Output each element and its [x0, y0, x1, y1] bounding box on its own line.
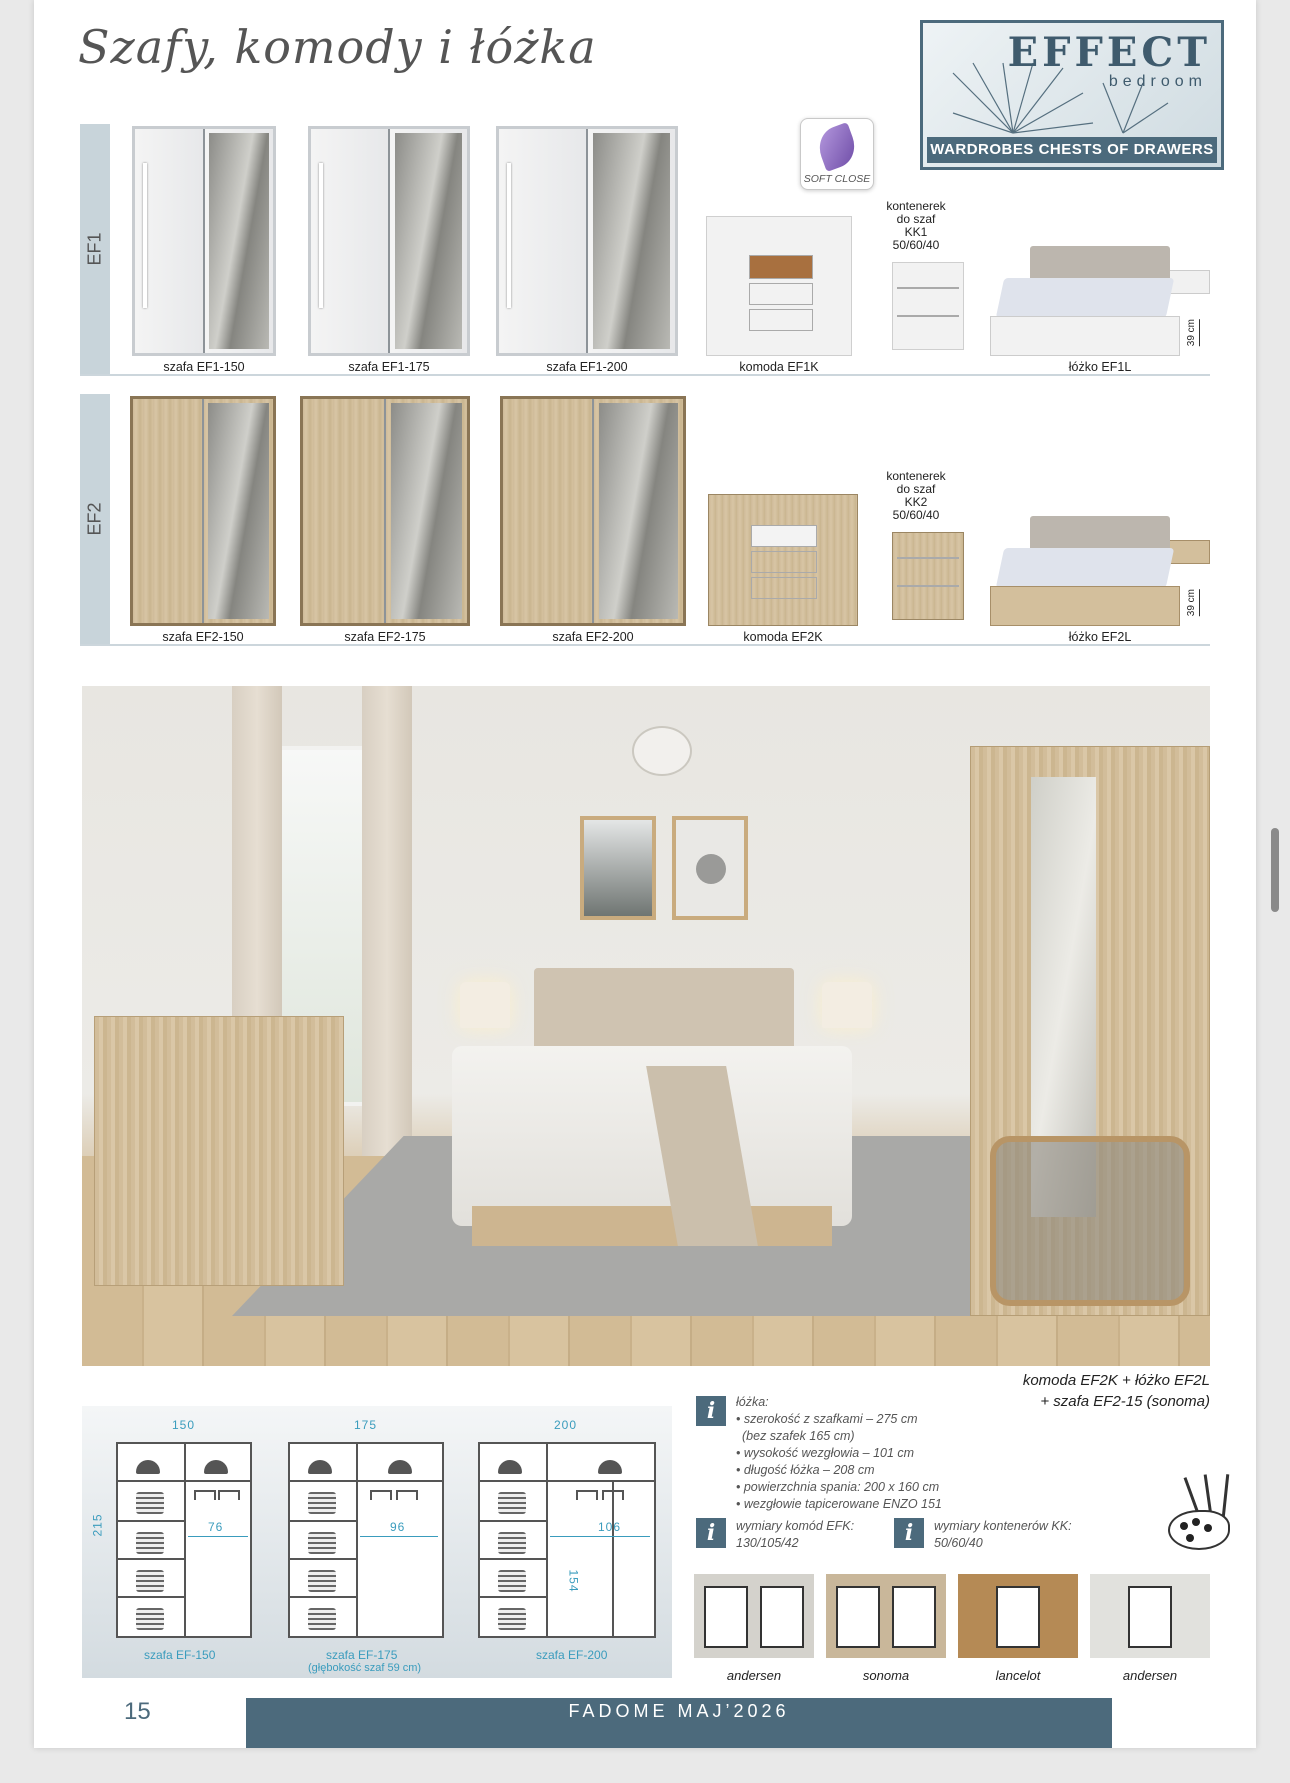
photo-bed-base [472, 1206, 832, 1246]
photo-wall-frame [672, 816, 748, 920]
row-tag-label: EF2 [84, 502, 105, 536]
wardrobe-door [135, 129, 205, 353]
chests-info [736, 1518, 854, 1552]
bed-frame [990, 586, 1180, 626]
container-kk2-image[interactable] [892, 532, 964, 620]
diagram-inner-height: 154 [566, 1569, 581, 1593]
diagram-caption: szafa EF-150 [144, 1648, 216, 1662]
swatch-cabinet-icon [704, 1586, 748, 1648]
wardrobe-door [311, 129, 390, 353]
containers-info [934, 1518, 1072, 1552]
bed-mattress [996, 278, 1175, 318]
product-caption: komoda EF2K [743, 630, 823, 644]
depth-note: (głębokość szaf 59 cm) [308, 1662, 422, 1674]
info-line: (bez szafek 165 cm) [742, 1429, 855, 1443]
product-wardrobe-ef1-150[interactable] [130, 124, 278, 374]
diagram-width: 200 [554, 1418, 578, 1432]
photo-armchair [990, 1136, 1190, 1306]
wardrobe-door-mirror [386, 399, 467, 623]
swatch-door-icon [1128, 1586, 1172, 1648]
product-caption: szafa EF2-200 [552, 630, 634, 644]
container-label-line: do szaf [896, 212, 936, 226]
info-line: • długość łóżka – 208 cm [736, 1463, 875, 1477]
catalog-page [34, 0, 1256, 1748]
wardrobe-door-mirror [588, 129, 675, 353]
swatch-name: andersen [726, 1668, 782, 1683]
product-wardrobe-ef1-175[interactable] [306, 124, 472, 374]
info-line: wymiary kontenerów KK: [934, 1519, 1072, 1533]
info-icon: i [894, 1518, 924, 1548]
logo-strip: WARDROBES CHESTS OF DRAWERS AND BEDS [927, 137, 1217, 163]
swatch-door-icon [996, 1586, 1040, 1648]
diagram-outline [116, 1442, 252, 1638]
swatch-door-icon [760, 1586, 804, 1648]
swatch-door-icon [892, 1586, 936, 1648]
bed-height-dimension: 39 cm [1184, 589, 1200, 616]
info-line: • szerokość z szafkami – 275 cm [736, 1412, 918, 1426]
container-kk2-label [876, 470, 956, 522]
container-label-line: kontenerek [886, 199, 946, 213]
page-number: 15 [124, 1698, 151, 1725]
swatch-name: sonoma [862, 1668, 910, 1683]
diagram-width: 150 [172, 1418, 196, 1432]
product-caption: łóżko EF2L [1068, 630, 1132, 644]
diagram-outline [288, 1442, 444, 1638]
photo-headboard [534, 968, 794, 1058]
info-line: • wysokość wezgłowia – 101 cm [736, 1446, 915, 1460]
container-label-line: 50/60/40 [892, 238, 940, 252]
container-label-line: kontenerek [886, 469, 946, 483]
product-bed-ef2l[interactable] [990, 474, 1210, 644]
swatch-cabinet-icon [836, 1586, 880, 1648]
diagram-inner-width: 96 [390, 1520, 406, 1534]
product-chest-ef2k[interactable] [706, 492, 860, 644]
logo-title: EFFECT [1007, 29, 1211, 76]
product-wardrobe-ef2-175[interactable] [298, 394, 472, 644]
photo-caption-line: komoda EF2K + łóżko EF2L [1022, 1372, 1210, 1389]
container-kk1-image[interactable] [892, 262, 964, 350]
photo-bedside-lamp [460, 982, 510, 1028]
photo-dresser [94, 1016, 344, 1286]
product-caption: szafa EF2-175 [344, 630, 426, 644]
swatch-name: andersen [1122, 1668, 1178, 1683]
diagram-caption: szafa EF-175 [326, 1648, 398, 1662]
wardrobe-door [303, 399, 386, 623]
chest-image [708, 494, 858, 626]
wardrobe-image [500, 396, 686, 626]
product-row-ef1 [80, 124, 1210, 376]
product-caption: szafa EF1-175 [348, 360, 430, 374]
product-wardrobe-ef2-200[interactable] [498, 394, 688, 644]
product-caption: szafa EF1-150 [163, 360, 245, 374]
product-chest-ef1k[interactable] [704, 214, 854, 374]
product-wardrobe-ef2-150[interactable] [128, 394, 278, 644]
wardrobe-image [132, 126, 276, 356]
product-caption: szafa EF2-150 [162, 630, 244, 644]
wardrobe-image [300, 396, 470, 626]
photo-caption-line: + szafa EF2-15 (sonoma) [1040, 1393, 1210, 1410]
diagram-inner-width: 106 [598, 1520, 622, 1534]
info-line: • powierzchnia spania: 200 x 160 cm [736, 1480, 940, 1494]
row-tag [80, 394, 110, 644]
wardrobe-diagrams [82, 1406, 672, 1678]
height-dimension: 215 [90, 1513, 105, 1537]
finish-swatch-lancelot[interactable] [958, 1574, 1078, 1683]
diagram-width: 175 [354, 1418, 378, 1432]
row-tag [80, 124, 110, 374]
finish-swatch-andersen[interactable] [694, 1574, 814, 1683]
container-kk1-label [876, 200, 956, 252]
wardrobe-door-mirror [390, 129, 467, 353]
diagram-caption: szafa EF-200 [536, 1648, 608, 1662]
wardrobe-door-mirror [594, 399, 683, 623]
info-icon: i [696, 1396, 726, 1426]
finish-swatch-andersen-2[interactable] [1090, 1574, 1210, 1683]
photo-wall-frame [580, 816, 656, 920]
photo-bedside-lamp [822, 982, 872, 1028]
container-label-line: KK2 [904, 495, 928, 509]
bed-mattress [996, 548, 1175, 588]
wardrobe-door [133, 399, 204, 623]
product-caption: łóżko EF1L [1068, 360, 1132, 374]
wardrobe-image [130, 396, 276, 626]
beds-info [736, 1394, 942, 1513]
wardrobe-door [499, 129, 588, 353]
swatch-name: lancelot [995, 1668, 1041, 1683]
container-label-line: do szaf [896, 482, 936, 496]
photo-curtain [362, 686, 412, 1156]
row-tag-label: EF1 [84, 232, 105, 266]
palette-icon [1164, 1474, 1236, 1554]
finish-swatch-sonoma[interactable] [826, 1574, 946, 1683]
info-line: łóżka: [736, 1395, 769, 1409]
photo-caption [1023, 1370, 1210, 1412]
wardrobe-door-mirror [204, 399, 273, 623]
info-line: 50/60/40 [934, 1536, 983, 1550]
chest-image [706, 216, 852, 356]
container-label-line: KK1 [904, 225, 928, 239]
bedroom-photo [82, 686, 1210, 1366]
product-wardrobe-ef1-200[interactable] [494, 124, 680, 374]
bed-frame [990, 316, 1180, 356]
footer-banner: FADOME MAJ’2026 [246, 1698, 1112, 1748]
photo-pendant-lamp [632, 726, 692, 776]
product-row-ef2 [80, 394, 1210, 646]
info-line: wymiary komód EFK: [736, 1519, 855, 1533]
wardrobe-image [496, 126, 678, 356]
product-caption: komoda EF1K [739, 360, 819, 374]
scrollbar-thumb[interactable] [1271, 828, 1279, 912]
soft-close-label: SOFT CLOSE [803, 173, 871, 185]
info-line: • wezgłowie tapicerowane ENZO 151 [736, 1497, 942, 1511]
page-title: Szafy, komody i łóżka [78, 20, 597, 74]
container-label-line: 50/60/40 [892, 508, 940, 522]
wardrobe-image [308, 126, 470, 356]
wardrobe-door [503, 399, 594, 623]
product-caption: szafa EF1-200 [546, 360, 628, 374]
product-bed-ef1l[interactable] [990, 204, 1210, 374]
wardrobe-door-mirror [205, 129, 273, 353]
bed-height-dimension: 39 cm [1184, 319, 1200, 346]
info-icon: i [696, 1518, 726, 1548]
info-line: 130/105/42 [736, 1536, 799, 1550]
diagram-inner-width: 76 [208, 1520, 224, 1534]
logo-subtitle: bedroom [1108, 73, 1207, 90]
diagram-outline [478, 1442, 656, 1638]
